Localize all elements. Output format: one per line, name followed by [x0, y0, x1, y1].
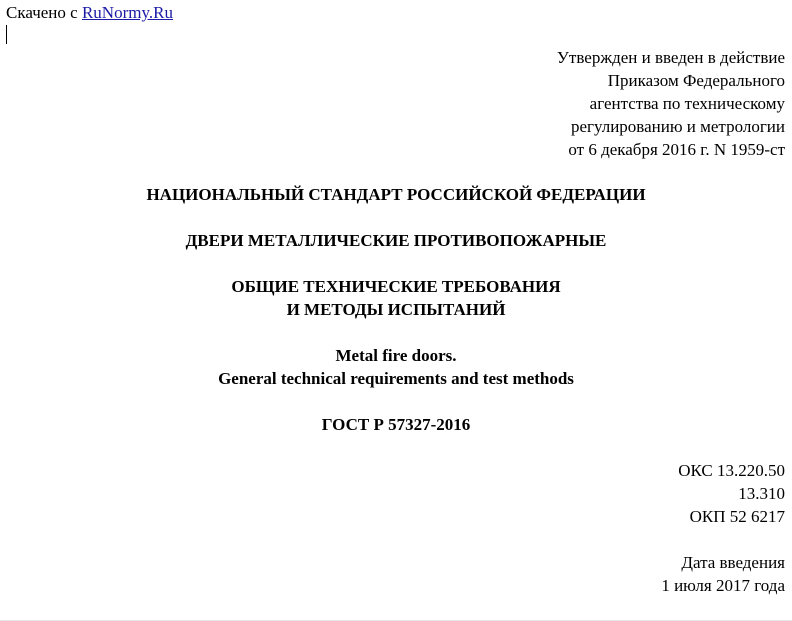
introduction-date-block	[661, 551, 785, 597]
approval-line: агентства по техническому	[589, 94, 785, 113]
product-title: ДВЕРИ МЕТАЛЛИЧЕСКИЕ ПРОТИВОПОЖАРНЫЕ	[185, 231, 607, 250]
requirements-title-line2: И МЕТОДЫ ИСПЫТАНИЙ	[286, 300, 506, 319]
approval-line: Утвержден и введен в действие	[556, 48, 785, 67]
standard-designation: ГОСТ Р 57327-2016	[321, 415, 471, 434]
approval-block	[557, 46, 785, 161]
introduction-label: Дата введения	[681, 553, 785, 572]
source-prefix: Скачено с	[6, 3, 82, 22]
approval-line: от 6 декабря 2016 г. N 1959-ст	[568, 140, 785, 159]
standard-type-heading: НАЦИОНАЛЬНЫЙ СТАНДАРТ РОССИЙСКОЙ ФЕДЕРАЦИИ	[146, 185, 646, 204]
okp-code: ОКП 52 6217	[689, 507, 785, 526]
source-line	[6, 1, 173, 24]
requirements-title-line1: ОБЩИЕ ТЕХНИЧЕСКИЕ ТРЕБОВАНИЯ	[231, 277, 561, 296]
introduction-date: 1 июля 2017 года	[661, 576, 785, 595]
oks-code: ОКС 13.220.50	[678, 461, 785, 480]
english-title-line2: General technical requirements and test methods	[218, 369, 574, 388]
source-link[interactable]: RuNormy.Ru	[81, 3, 173, 22]
english-title-line1: Metal fire doors.	[335, 346, 457, 365]
approval-line: Приказом Федерального	[607, 71, 785, 90]
approval-line: регулированию и метрологии	[570, 117, 785, 136]
oks-code-secondary: 13.310	[738, 484, 785, 503]
text-cursor	[6, 25, 7, 44]
classification-block	[678, 459, 785, 528]
